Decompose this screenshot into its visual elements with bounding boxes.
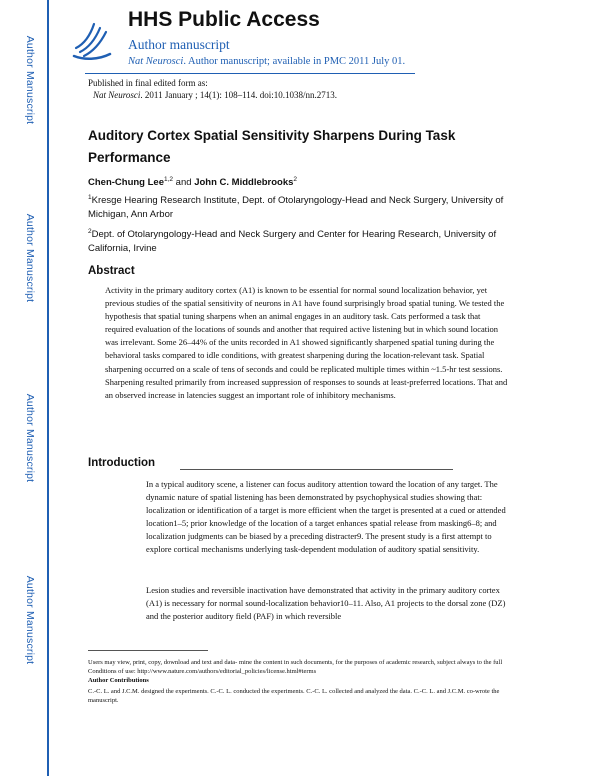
abstract-body: Activity in the primary auditory cortex (A1) is known to be essential for normal sound localization behavior, yet previous studies of the spatial sensitivity of neurons in A1 have found surprisingly broad spatial tuning. We tested the hypothesis that spatial tuning sharpens when an animal engages in an auditory task. Cats performed a task that required evaluation of the locations of sounds and another that required active listening but in which sound location was irrelevant. Some 26–44% of the units recorded in A1 showed significantly sharpened spatial tuning during the behavioral tasks compared to idle conditions, with greatest sharpening during the location-relevant task. Spatial sharpening occurred on a scale of tens of seconds and could be replicated multiple times within ~1.5-hr test sessions. Sharpening resulted primarily from increased suppression of responses to sounds at least-preferred locations. That and an observed increase in latencies suggest an important role of inhibitory mechanisms. (105, 285, 508, 400)
terms-of-use-footnote: Users may view, print, copy, download and text and data- mine the content in such documents, for the purposes of academic research, subject always to the full Conditions of use: http://www.nature.com/authors/editorial_policies/license.html#terms (88, 659, 503, 676)
abstract-heading: Abstract (88, 265, 135, 277)
hhs-public-access-title: HHS Public Access (128, 8, 320, 31)
author-list: Chen-Chung Lee$^{1,2}$ and John C. Middlebrooks$^2$ (88, 176, 298, 189)
side-label-author-manuscript: Author Manuscript (24, 213, 36, 303)
side-label-author-manuscript: Author Manuscript (24, 575, 36, 665)
abstract-divider (180, 469, 453, 470)
side-label-author-manuscript: Author Manuscript (24, 393, 36, 483)
affiliation-1: $^1$Kresge Hearing Research Institute, Dept. of Otolaryngology-Head and Neck Surgery, University of Michigan, Ann Arbor (88, 194, 504, 220)
margin-rule (47, 0, 49, 776)
journal-availability-line: Nat Neurosci. Author manuscript; available in PMC 2011 July 01. (128, 56, 406, 67)
article-title: Auditory Cortex Spatial Sensitivity Sharpens During Task Performance (88, 128, 456, 165)
affiliation-2: $^2$Dept. of Otolaryngology-Head and Neck Surgery and Center for Hearing Research, University of California, Irvine (88, 228, 497, 254)
introduction-paragraph: Lesion studies and reversible inactivation have demonstrated that activity in the primary auditory cortex (A1) is necessary for normal sound-localization behavior10–11. Also, A1 projects to the dorsal zone (DZ) and the posterior auditory field (PAF) in which reversible (146, 585, 506, 622)
introduction-heading: Introduction (88, 457, 156, 469)
author-contributions-heading: Author Contributions (88, 677, 149, 684)
footnote-divider (88, 650, 208, 651)
introduction-paragraph: In a typical auditory scene, a listener can focus auditory attention toward the location of any target. The dynamic nature of spatial listening has been demonstrated by psychophysical studies showing that: localization or identification of a target is more efficient when the target is presented at a cued or attended location1–5; prior knowledge of the location of a target enhances spatial release from masking6–8; and localization judgments can be biased by a preceding distracter9. The present study is a first attempt to explore cortical mechanisms underlying task-dependent modulation of auditory spatial sensitivity. (146, 479, 506, 555)
header-rule (85, 73, 415, 74)
author-contributions-body: C.-C. L. and J.C.M. designed the experiments. C.-C. L. conducted the experiments. C.-C. L. collected and analyzed the data. C.-C. L. and J.C.M. co-wrote the manuscript. (88, 688, 500, 705)
published-label: Published in final edited form as: (88, 78, 208, 88)
publication-citation: Nat Neurosci. 2011 January ; 14(1): 108–114. doi:10.1038/nn.2713. (93, 90, 337, 100)
side-label-author-manuscript: Author Manuscript (24, 35, 36, 125)
author-manuscript-label: Author manuscript (128, 37, 230, 52)
hhs-eagle-logo-icon (70, 18, 114, 62)
